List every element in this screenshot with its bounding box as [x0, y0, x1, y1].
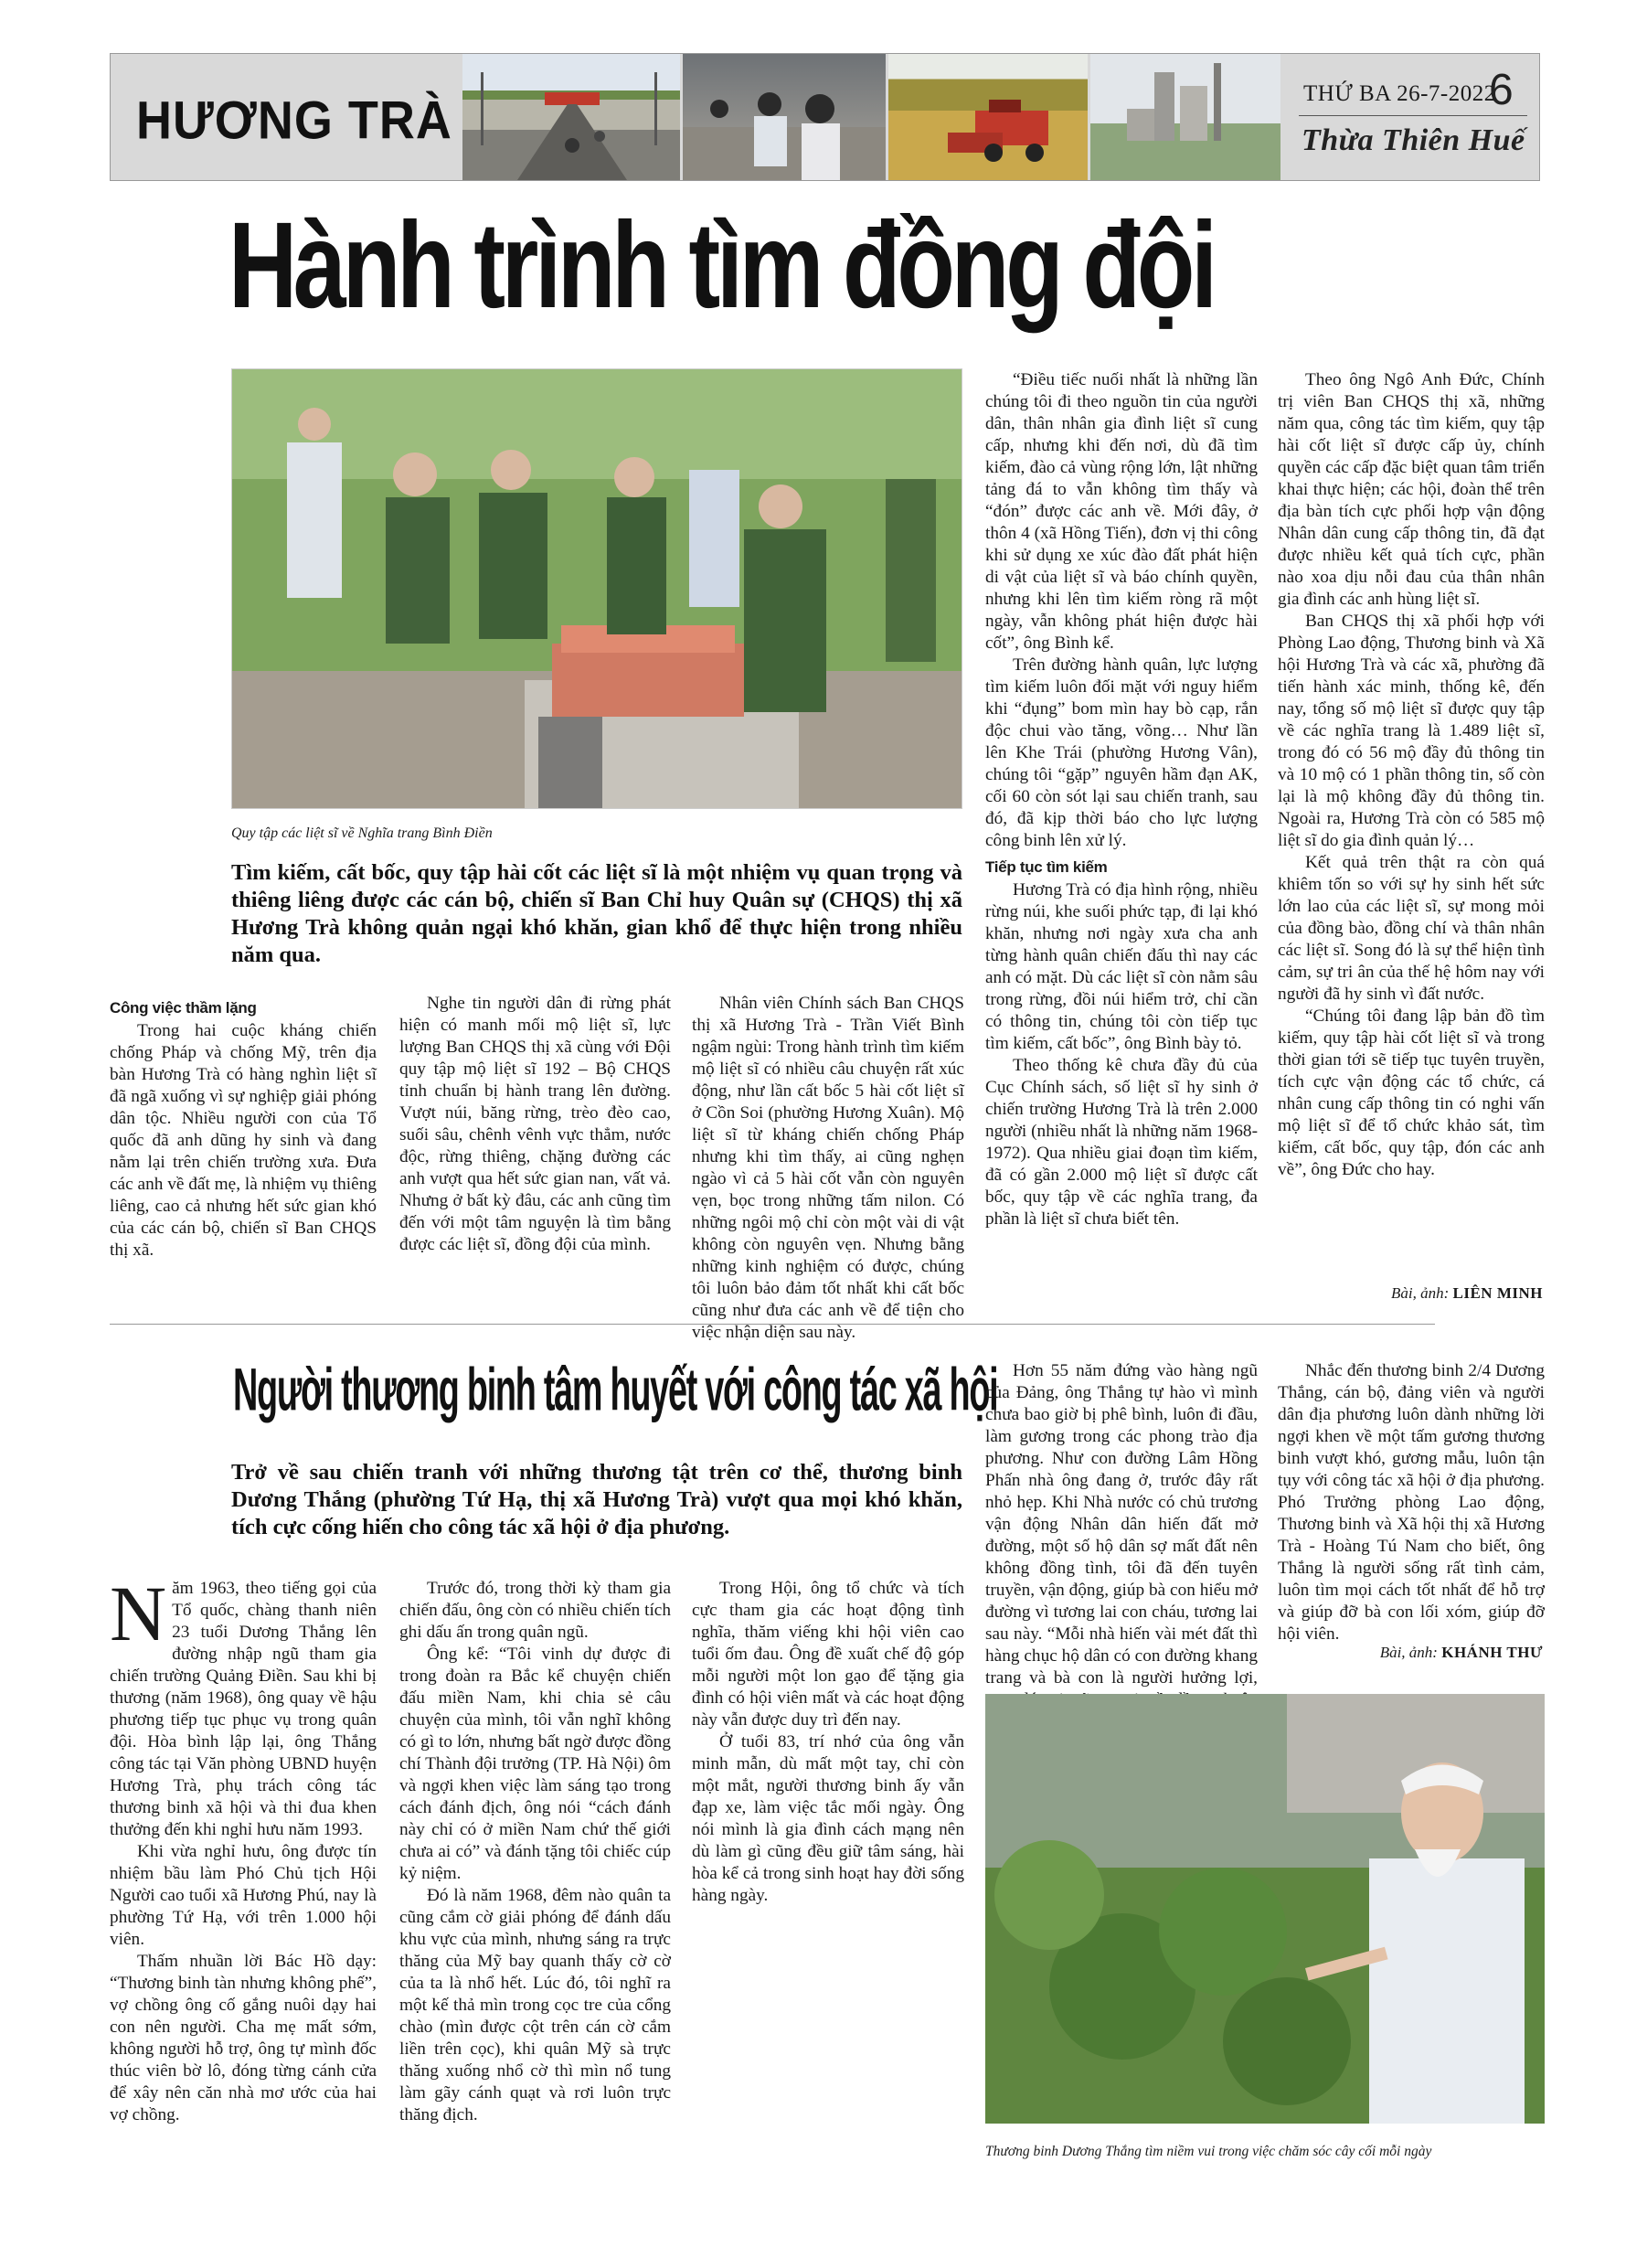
- article-divider: [110, 1324, 1435, 1325]
- paragraph: Trong hai cuộc kháng chiến chống Pháp và chống Mỹ, trên địa bàn Hương Trà có hàng nghìn liệt sĩ đã ngã xuống vì sự nghiệp giải phóng dân tộc. Nhiều người con của Tổ quốc đã anh dũng hy sinh và đang nằm lại trên chiến trường xưa. Đưa các anh về đất mẹ, là nhiệm vụ thiêng liêng, cao cả nhưng hết sức gian khó của các cán bộ, chiến sĩ Ban CHQS thị xã.: [110, 1021, 377, 1260]
- paragraph: Hơn 55 năm đứng vào hàng ngũ của Đảng, ông Thắng tự hào vì mình chưa bao giờ bị phê bình, luôn đi đầu, làm gương trong các phong trào địa phương. Như con đường Lâm Hồng Phấn nhà ông đang ở, trước đây rất nhỏ hẹp. Khi Nhà nước có chủ trương vận động Nhân dân hiến đất mở đường, một số hộ dân sợ mất đất nên không đồng tình, tôi đã đến tuyên truyền, vận động, giúp bà con hiểu mở đường vì tương lai con cháu, tương lai sau này. “Mỗi nhà hiến vài mét đất thì hàng chục hộ dân có con đường khang trang và bà con là người hưởng lợi,: [985, 1361, 1258, 1688]
- page-number: 6: [1489, 66, 1514, 114]
- article1-lead: Tìm kiếm, cất bốc, quy tập hài cốt các liệt sĩ là một nhiệm vụ quan trọng và thiêng liêng được các cán bộ, chiến sĩ Ban Chỉ huy Quân sự (CHQS) thị xã Hương Trà không quản ngại khó khăn, gian khổ để thực hiện trong nhiều năm qua.: [231, 860, 962, 967]
- paragraph: Nhắc đến thương binh 2/4 Dương Thắng, cán bộ, đảng viên và người dân địa phương luôn dành những lời ngợi khen về một tấm gương thương binh vượt khó, gương mẫu, luôn tận tụy với công tác xã hội ở địa phương. Phó Trưởng phòng Lao động, Thương binh và Xã hội thị xã Hương Trà - Hoàng Tú Nam cho biết, ông Thắng là người sống rất tình cảm, luôn tìm mọi cách tốt nhất để hỗ trợ và giúp đỡ bà con lối xóm, giúp đỡ hội viên.: [1278, 1361, 1545, 1644]
- article2-lead: Trở về sau chiến tranh với những thương tật trên cơ thể, thương binh Dương Thắng (phường Tứ Hạ, thị xã Hương Trà) vượt qua mọi khó khăn, tích cực cống hiến cho công tác xã hội ở địa phương.: [231, 1460, 962, 1539]
- paragraph: Trước đó, trong thời kỳ tham gia chiến đấu, ông còn có nhiều chiến tích ghi dấu ấn trong quân ngũ.: [399, 1579, 671, 1642]
- date-rule: [1299, 115, 1527, 116]
- paragraph: Theo thống kê chưa đầy đủ của Cục Chính sách, số liệt sĩ hy sinh ở chiến trường Hương Trà là trên 2.000 người (nhiều nhất là những năm 1968-1972). Qua nhiều giai đoạn tìm kiếm, đã có gần 2.000 mộ liệt sĩ được cất bốc, quy tập về các nghĩa trang, đa phần là liệt sĩ chưa biết tên.: [985, 1056, 1258, 1229]
- article2-photo-caption: Thương binh Dương Thắng tìm niềm vui trong việc chăm sóc cây cối mỗi ngày: [985, 2144, 1432, 2159]
- paragraph: Trong Hội, ông tổ chức và tích cực tham gia các hoạt động tình nghĩa, thăm viếng khi hội viên cao tuổi ốm đau. Ông đề xuất chế độ góp mỗi người một lon gạo để tặng gia đình có hội viên mất và các hoạt động này vẫn được duy trì đến nay.: [692, 1579, 964, 1730]
- article2-photo: [985, 1694, 1545, 2124]
- byline-prefix: Bài, ảnh:: [1390, 1284, 1450, 1302]
- paragraph: Kết quả trên thật ra còn quá khiêm tốn so với sự hy sinh hết sức lớn lao của các liệt sĩ, sự mong mỏi của đồng bào, đồng chí và thân nhân các liệt sĩ. Song đó là sự thể hiện tình cảm, sự tri ân của thế hệ hôm nay với người đã hy sinh vì đất nước.: [1278, 853, 1545, 1004]
- paragraph: Đó là năm 1968, đêm nào quân ta cũng cắm cờ giải phóng để đánh dấu khu vực của mình, nhưng sáng ra trực thăng của Mỹ bay quanh thấy cờ cờ của ta là nhổ hết. Lúc đó, tôi nghĩ ra một kế thả mìn trong cọc tre của cổng chào (mìn được cột trên cán cờ cắm liền trên cọc), khi quân Mỹ sà trực thăng xuống nhổ cờ thì mìn nổ tung làm gãy cánh quạt và rơi luôn trực thăng địch.: [399, 1886, 671, 2124]
- article2-col2: [399, 1578, 671, 2126]
- article2-byline: [1278, 1644, 1543, 1662]
- article2-col3: [692, 1578, 964, 1907]
- subhead-quiet-work: Công việc thầm lặng: [110, 999, 257, 1017]
- paragraph: Thấm nhuần lời Bác Hồ dạy: “Thương binh tàn nhưng không phế”, vợ chồng ông cố gắng nuôi dạy hai con nên người. Cha mẹ mất sớm, không người hỗ trợ, ông tự mình đốc thúc viên bờ lô, đóng từng cánh cửa để xây nên căn nhà mơ ước của hai vợ chồng.: [110, 1952, 377, 2124]
- article1-col4: [985, 369, 1258, 1230]
- masthead: [110, 53, 1540, 181]
- article1-photo: [231, 368, 962, 809]
- drop-cap: N: [110, 1570, 167, 1657]
- paragraph: “Điều tiếc nuối nhất là những lần chúng tôi đi theo nguồn tin của người dân, thân nhân gia đình liệt sĩ cung cấp, nhưng khi đến nơi, dù đã tìm kiếm, đào cả vùng rộng lớn, lật những tảng đá to vẫn không tìm thấy và “đón” được các anh về. Mới đây, ở thôn 4 (xã Hồng Tiến), đơn vị thi công khi sử dụng xe xúc đào đất phát hiện di vật của liệt sĩ và báo chính quyền, nhưng khi lên tìm kiếm ròng rã một ngày, vẫn không phát hiện được hài cốt”, ông Bình kể.: [985, 370, 1258, 653]
- factory-workers-photo-icon: [683, 54, 886, 180]
- article1-photo-caption: Quy tập các liệt sĩ về Nghĩa trang Bình Điền: [231, 825, 493, 841]
- article1-byline: [1278, 1284, 1543, 1303]
- paragraph: Ông kể: “Tôi vinh dự được đi trong đoàn ra Bắc kể chuyện chiến đấu miền Nam, khi chia sẻ câu chuyện của mình, tôi vẫn nghĩ không có gì to lớn, nhưng bất ngờ được đồng chí Thành đội trưởng (TP. Hà Nội) ôm và ngợi khen việc làm sáng tạo trong cách đánh địch, ông nói “cách đánh này chỉ có ở miền Nam chứ thế giới chưa ai có” và đánh tặng tôi chiếc cúp kỷ niệm.: [399, 1645, 671, 1883]
- paragraph: Năm 1963, theo tiếng gọi của Tổ quốc, chàng thanh niên 23 tuổi Dương Thắng lên đường nhập ngũ tham gia chiến trường Quảng Điền. Sau khi bị thương (năm 1968), ông quay về hậu phương tiếp tục phục vụ trong quân đội. Hòa bình lập lại, ông Thắng công tác tại Văn phòng UBND huyện Hương Trà, phụ trách công tác thương binh xã hội và thi đua khen thưởng đến khi nghỉ hưu năm 1993.: [110, 1570, 377, 1839]
- article1-col1: [110, 993, 377, 1262]
- article1-title: Hành trình tìm đồng đội: [228, 197, 1214, 335]
- street-photo-icon: [462, 54, 680, 180]
- paragraph: “Chúng tôi đang lập bản đồ tìm kiếm, quy tập hài cốt liệt sĩ và trong thời gian tới sẽ tiếp tục tuyên truyền, tích cực vận động các tổ chức, cá nhân cung cấp thông tin có nghi vấn mộ liệt sĩ để tổ chức khảo sát, tìm kiếm, cất bốc, quy tập, đón các anh về”, ông Đức cho hay.: [1278, 1006, 1545, 1179]
- paragraph: Trên đường hành quân, lực lượng tìm kiếm luôn đối mặt với nguy hiểm khi “đụng” bom mìn hay bò cạp, rắn độc chui vào tăng, võng… Như lần lên Khe Trái (phường Hương Vân), chúng tôi “gặp” nguyên hầm đạn AK, cối 60 còn sót lại sau chiến tranh, sau đó, đã kịp thời báo cho lực lượng công binh lên xử lý.: [985, 655, 1258, 850]
- paragraph: Ở tuổi 83, trí nhớ của ông vẫn minh mẫn, dù mất một tay, chỉ còn một mắt, người thương binh ấy vẫn đạp xe, làm việc tắc mối ngày. Ông nói mình là gia đình cách mạng nên dù làm gì cũng đều giữ tâm sáng, hài hòa kể cả trong sinh hoạt hay đời sống hàng ngày.: [692, 1732, 964, 1905]
- paragraph: Ban CHQS thị xã phối hợp với Phòng Lao động, Thương binh và Xã hội Hương Trà và các xã, phường đã tiến hành xác minh, thống kê, đến nay, tổng số mộ liệt sĩ được quy tập về các nghĩa trang là 1.489 liệt sĩ, trong đó có 56 mộ đầy đủ thông tin và 10 mộ có 1 phần thông tin, số còn lại là mộ không đầy đủ thông tin. Ngoài ra, Hương Trà còn có 585 mộ liệt sĩ do gia đình quản lý…: [1278, 612, 1545, 850]
- article2-col1: [110, 1570, 377, 2126]
- paragraph: Khi vừa nghỉ hưu, ông được tín nhiệm bầu làm Phó Chủ tịch Hội Người cao tuổi xã Hương Phú, nay là phường Tứ Hạ, với trên 1.000 hội viên.: [110, 1842, 377, 1949]
- paragraph: Hương Trà có địa hình rộng, nhiều rừng núi, khe suối phức tạp, đi lại khó khăn, nhưng nơi ngày xưa cha anh từng hành quân chiến đấu thì nay các anh có mặt. Dù các liệt sĩ còn nằm sâu trong rừng, đồi núi hiểm trở, chỉ cần có thông tin, chúng tôi còn tiếp tục tìm kiếm, cất bốc”, ông Bình bày tỏ.: [985, 880, 1258, 1053]
- byline-author: LIÊN MINH: [1452, 1284, 1543, 1302]
- byline-prefix: Bài, ảnh:: [1379, 1644, 1438, 1661]
- article2-col5: [1278, 1360, 1545, 1645]
- article1-col5: [1278, 369, 1545, 1181]
- paragraph: Nghe tin người dân đi rừng phát hiện có manh mối mộ liệt sĩ, lực lượng Ban CHQS thị xã cùng với Đội quy tập mộ liệt sĩ 192 – Bộ CHQS tỉnh chuẩn bị hành trang lên đường. Vượt núi, băng rừng, trèo đèo cao, suối sâu, chênh vênh vực thẳm, nước độc, rừng thiêng, chặng đường các anh vượt qua hết sức gian nan, vất vả. Nhưng ở bất kỳ đâu, các anh cũng tìm đến với một tâm nguyện là tìm bằng được các liệt sĩ, đồng đội của mình.: [399, 994, 671, 1254]
- paragraph: Nhân viên Chính sách Ban CHQS thị xã Hương Trà - Trần Viết Bình ngậm ngùi: Trong hành trình tìm kiếm mộ liệt sĩ có nhiều câu chuyện rất xúc động, như lần cất bốc 5 hài cốt liệt sĩ ở Cồn Soi (phường Hương Xuân). Mộ liệt sĩ từ kháng chiến chống Pháp nhưng khi tìm thấy, ai cũng nghẹn ngào vì cả 5 hài cốt vẫn còn nguyên vẹn, bọc trong những tấm nilon. Có những ngôi mộ chỉ còn một vài di vật không còn nguyên vẹn. Nhưng bằng những kinh nghiệm có được, chúng tôi luôn bảo đảm tốt nhất khi cất bốc cũng như đưa các anh về để tiện cho việc nhận diện sau này.: [692, 994, 964, 1342]
- paragraph: Theo ông Ngô Anh Đức, Chính trị viên Ban CHQS thị xã, những năm qua, công tác tìm kiếm, quy tập hài cốt liệt sĩ được cấp ủy, chính quyền các cấp đặc biệt quan tâm triển khai thực hiện; các hội, đoàn thể trên địa bàn tích cực phối hợp vận động Nhân dân cung cấp thông tin, đã đạt được nhiều kết quả tích cực, phần nào xoa dịu nỗi đau của thân nhân gia đình các anh hùng liệt sĩ.: [1278, 370, 1545, 609]
- cement-plant-photo-icon: [1090, 54, 1280, 180]
- subhead-continue-search: Tiếp tục tìm kiếm: [985, 858, 1108, 876]
- date-label: THỨ BA 26-7-2022: [1303, 81, 1496, 106]
- article1-col3: [692, 993, 964, 1344]
- harvester-photo-icon: [888, 54, 1088, 180]
- section-name: HƯƠNG TRÀ: [136, 91, 452, 151]
- paper-name: Thừa Thiên Huế: [1302, 123, 1525, 157]
- article2-title: Người thương binh tâm huyết với công tác xã hội: [233, 1356, 998, 1423]
- article1-col2: [399, 993, 671, 1256]
- byline-author: KHÁNH THƯ: [1441, 1644, 1543, 1661]
